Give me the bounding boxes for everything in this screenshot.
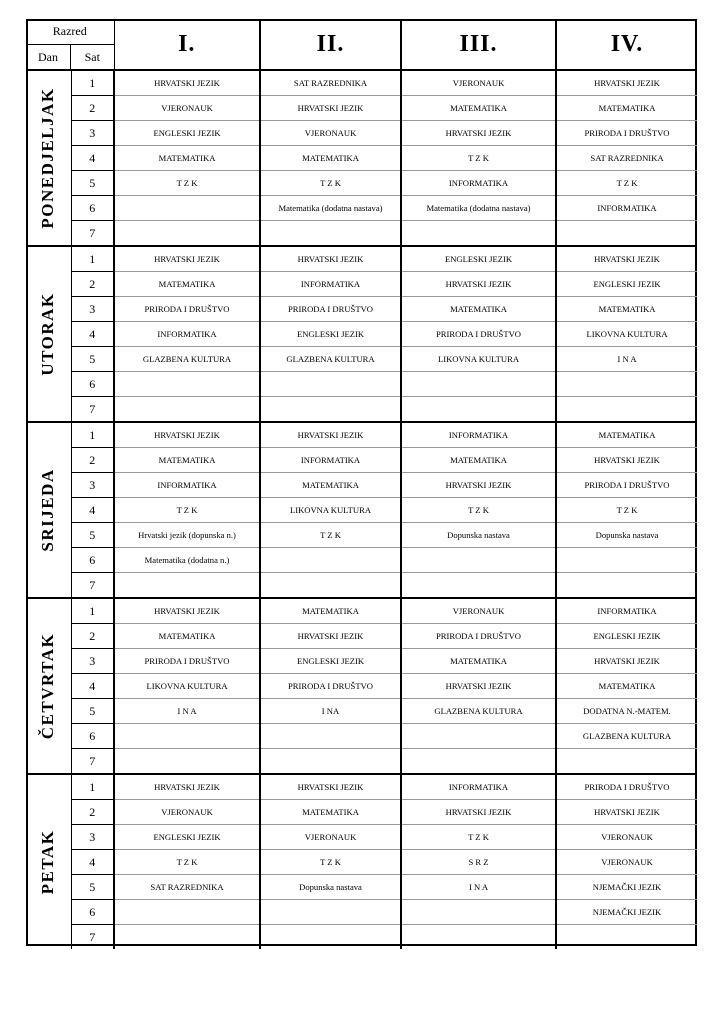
period-number: 2 <box>71 800 114 825</box>
subject-cell: SAT RAZREDNIKA <box>556 146 697 171</box>
period-number: 3 <box>71 121 114 146</box>
subject-cell <box>260 749 401 775</box>
subject-cell: MATEMATIKA <box>556 297 697 322</box>
subject-cell <box>260 573 401 599</box>
subject-cell: VJERONAUK <box>114 800 260 825</box>
subject-cell: VJERONAUK <box>556 825 697 850</box>
subject-cell: T Z K <box>556 498 697 523</box>
subject-cell <box>556 925 697 950</box>
subject-cell: INFORMATIKA <box>556 598 697 624</box>
subject-cell: ENGLESKI JEZIK <box>401 246 556 272</box>
subject-cell: T Z K <box>401 146 556 171</box>
period-row <box>26 322 697 347</box>
period-number: 6 <box>71 548 114 573</box>
period-number: 2 <box>71 272 114 297</box>
subject-cell: I N A <box>401 875 556 900</box>
subject-cell: MATEMATIKA <box>401 297 556 322</box>
subject-cell: Dopunska nastava <box>556 523 697 548</box>
subject-cell: GLAZBENA KULTURA <box>260 347 401 372</box>
period-number: 2 <box>71 624 114 649</box>
subject-cell: LIKOVNA KULTURA <box>401 347 556 372</box>
subject-cell: SAT RAZREDNIKA <box>260 70 401 96</box>
subject-cell: MATEMATIKA <box>556 422 697 448</box>
subject-cell: MATEMATIKA <box>114 272 260 297</box>
subject-cell: Hrvatski jezik (dopunska n.) <box>114 523 260 548</box>
period-row <box>26 422 697 448</box>
header-row <box>26 19 697 70</box>
subject-cell <box>556 573 697 599</box>
subject-cell: INFORMATIKA <box>114 473 260 498</box>
period-number: 5 <box>71 875 114 900</box>
subject-cell: NJEMAČKI JEZIK <box>556 875 697 900</box>
subject-cell: INFORMATIKA <box>114 322 260 347</box>
subject-cell: HRVATSKI JEZIK <box>114 70 260 96</box>
period-row <box>26 850 697 875</box>
subject-cell <box>556 397 697 423</box>
period-number: 3 <box>71 297 114 322</box>
subject-cell <box>114 397 260 423</box>
subject-cell: ENGLESKI JEZIK <box>556 272 697 297</box>
day-cell <box>26 774 71 949</box>
subject-cell <box>556 372 697 397</box>
subject-cell: Dopunska nastava <box>401 523 556 548</box>
subject-cell: PRIRODA I DRUŠTVO <box>114 297 260 322</box>
subject-cell: MATEMATIKA <box>260 146 401 171</box>
period-number: 1 <box>71 774 114 800</box>
subject-cell <box>556 548 697 573</box>
subject-cell: SAT RAZREDNIKA <box>114 875 260 900</box>
period-row <box>26 825 697 850</box>
subject-cell: T Z K <box>556 171 697 196</box>
period-number: 5 <box>71 347 114 372</box>
subject-cell: HRVATSKI JEZIK <box>260 422 401 448</box>
subject-cell: HRVATSKI JEZIK <box>401 272 556 297</box>
subject-cell <box>260 372 401 397</box>
subject-cell: GLAZBENA KULTURA <box>401 699 556 724</box>
day-name: PETAK <box>38 829 58 895</box>
period-number: 1 <box>71 246 114 272</box>
subject-cell: T Z K <box>260 171 401 196</box>
period-row <box>26 598 697 624</box>
day-name: SRIJEDA <box>38 468 58 552</box>
subject-cell: I N A <box>114 699 260 724</box>
period-row <box>26 699 697 724</box>
subject-cell <box>556 221 697 247</box>
period-number: 1 <box>71 422 114 448</box>
period-number: 4 <box>71 146 114 171</box>
period-number: 4 <box>71 322 114 347</box>
period-row <box>26 800 697 825</box>
subject-cell: HRVATSKI JEZIK <box>401 473 556 498</box>
subject-cell <box>114 749 260 775</box>
corner-header <box>26 19 114 70</box>
period-row <box>26 171 697 196</box>
day-name: ČETVRTAK <box>38 632 58 740</box>
subject-cell: HRVATSKI JEZIK <box>556 649 697 674</box>
period-number: 7 <box>71 925 114 950</box>
subject-cell: VJERONAUK <box>114 96 260 121</box>
period-number: 4 <box>71 674 114 699</box>
period-row <box>26 121 697 146</box>
subject-cell: T Z K <box>401 498 556 523</box>
subject-cell <box>114 573 260 599</box>
subject-cell <box>260 925 401 950</box>
period-number: 7 <box>71 749 114 775</box>
period-number: 3 <box>71 473 114 498</box>
subject-cell <box>114 196 260 221</box>
period-number: 5 <box>71 523 114 548</box>
grade-header-3: III. <box>401 19 556 70</box>
razred-label: Razred <box>26 19 114 45</box>
subject-cell <box>260 221 401 247</box>
subject-cell: ENGLESKI JEZIK <box>114 825 260 850</box>
subject-cell: HRVATSKI JEZIK <box>556 70 697 96</box>
period-number: 7 <box>71 221 114 247</box>
subject-cell: I N A <box>556 347 697 372</box>
period-row <box>26 523 697 548</box>
subject-cell: PRIRODA I DRUŠTVO <box>401 624 556 649</box>
subject-cell: INFORMATIKA <box>401 171 556 196</box>
period-number: 6 <box>71 372 114 397</box>
subject-cell <box>401 372 556 397</box>
subject-cell: LIKOVNA KULTURA <box>260 498 401 523</box>
period-row <box>26 196 697 221</box>
period-number: 7 <box>71 397 114 423</box>
subject-cell: MATEMATIKA <box>556 96 697 121</box>
period-row <box>26 221 697 247</box>
period-row <box>26 70 697 96</box>
period-row <box>26 900 697 925</box>
subject-cell <box>401 724 556 749</box>
subject-cell: INFORMATIKA <box>260 272 401 297</box>
subject-cell: MATEMATIKA <box>556 674 697 699</box>
subject-cell: HRVATSKI JEZIK <box>260 96 401 121</box>
day-cell <box>26 70 71 246</box>
subject-cell: T Z K <box>260 523 401 548</box>
period-row <box>26 473 697 498</box>
subject-cell: HRVATSKI JEZIK <box>260 246 401 272</box>
day-name: UTORAK <box>38 292 58 376</box>
subject-cell: T Z K <box>260 850 401 875</box>
subject-cell: DODATNA N.-MATEM. <box>556 699 697 724</box>
subject-cell: S R Z <box>401 850 556 875</box>
period-number: 4 <box>71 850 114 875</box>
subject-cell: GLAZBENA KULTURA <box>556 724 697 749</box>
subject-cell <box>401 749 556 775</box>
subject-cell: MATEMATIKA <box>260 800 401 825</box>
day-cell <box>26 246 71 422</box>
subject-cell: MATEMATIKA <box>401 96 556 121</box>
subject-cell: HRVATSKI JEZIK <box>260 774 401 800</box>
subject-cell: HRVATSKI JEZIK <box>401 674 556 699</box>
period-number: 5 <box>71 699 114 724</box>
day-name: PONEDJELJAK <box>38 87 58 229</box>
subject-cell <box>114 372 260 397</box>
subject-cell: MATEMATIKA <box>260 598 401 624</box>
subject-cell <box>401 573 556 599</box>
subject-cell: Matematika (dodatna nastava) <box>401 196 556 221</box>
period-number: 2 <box>71 96 114 121</box>
period-row <box>26 624 697 649</box>
period-row <box>26 548 697 573</box>
subject-cell: ENGLESKI JEZIK <box>260 649 401 674</box>
subject-cell: HRVATSKI JEZIK <box>114 246 260 272</box>
subject-cell: T Z K <box>401 825 556 850</box>
subject-cell: MATEMATIKA <box>401 649 556 674</box>
subject-cell: VJERONAUK <box>401 70 556 96</box>
subject-cell: VJERONAUK <box>260 121 401 146</box>
period-row <box>26 925 697 950</box>
grade-header-4: IV. <box>556 19 697 70</box>
period-number: 6 <box>71 724 114 749</box>
subject-cell: HRVATSKI JEZIK <box>401 800 556 825</box>
subject-cell <box>260 397 401 423</box>
period-number: 7 <box>71 573 114 599</box>
period-number: 5 <box>71 171 114 196</box>
subject-cell: MATEMATIKA <box>401 448 556 473</box>
subject-cell: PRIRODA I DRUŠTVO <box>556 121 697 146</box>
subject-cell: VJERONAUK <box>556 850 697 875</box>
period-row <box>26 448 697 473</box>
period-row <box>26 774 697 800</box>
period-row <box>26 297 697 322</box>
period-row <box>26 272 697 297</box>
period-row <box>26 347 697 372</box>
subject-cell: LIKOVNA KULTURA <box>556 322 697 347</box>
period-row <box>26 724 697 749</box>
period-number: 6 <box>71 196 114 221</box>
timetable-sheet <box>26 19 697 946</box>
period-number: 1 <box>71 70 114 96</box>
subject-cell: LIKOVNA KULTURA <box>114 674 260 699</box>
subject-cell: HRVATSKI JEZIK <box>114 598 260 624</box>
period-number: 2 <box>71 448 114 473</box>
period-number: 3 <box>71 649 114 674</box>
subject-cell: T Z K <box>114 850 260 875</box>
subject-cell: VJERONAUK <box>401 598 556 624</box>
subject-cell <box>114 221 260 247</box>
subject-cell: Matematika (dodatna nastava) <box>260 196 401 221</box>
subject-cell <box>401 548 556 573</box>
subject-cell: PRIRODA I DRUŠTVO <box>260 297 401 322</box>
subject-cell: NJEMAČKI JEZIK <box>556 900 697 925</box>
subject-cell: MATEMATIKA <box>114 146 260 171</box>
subject-cell: HRVATSKI JEZIK <box>556 448 697 473</box>
subject-cell: HRVATSKI JEZIK <box>260 624 401 649</box>
subject-cell: Dopunska nastava <box>260 875 401 900</box>
subject-cell <box>401 925 556 950</box>
timetable <box>26 19 697 949</box>
period-row <box>26 498 697 523</box>
subject-cell: PRIRODA I DRUŠTVO <box>556 774 697 800</box>
subject-cell <box>114 925 260 950</box>
subject-cell: HRVATSKI JEZIK <box>114 774 260 800</box>
grade-header-1: I. <box>114 19 260 70</box>
subject-cell <box>401 221 556 247</box>
period-row <box>26 397 697 423</box>
subject-cell: I NA <box>260 699 401 724</box>
subject-cell: VJERONAUK <box>260 825 401 850</box>
subject-cell: INFORMATIKA <box>556 196 697 221</box>
period-row <box>26 246 697 272</box>
dan-label: Dan <box>26 45 71 69</box>
subject-cell: INFORMATIKA <box>401 422 556 448</box>
subject-cell: PRIRODA I DRUŠTVO <box>556 473 697 498</box>
subject-cell: ENGLESKI JEZIK <box>114 121 260 146</box>
subject-cell <box>260 724 401 749</box>
subject-cell: T Z K <box>114 498 260 523</box>
subject-cell: PRIRODA I DRUŠTVO <box>401 322 556 347</box>
subject-cell: HRVATSKI JEZIK <box>114 422 260 448</box>
subject-cell: ENGLESKI JEZIK <box>260 322 401 347</box>
period-row <box>26 96 697 121</box>
period-number: 6 <box>71 900 114 925</box>
subject-cell <box>260 900 401 925</box>
sat-label: Sat <box>84 50 100 64</box>
period-row <box>26 749 697 775</box>
subject-cell: MATEMATIKA <box>114 624 260 649</box>
day-cell <box>26 598 71 774</box>
period-row <box>26 372 697 397</box>
subject-cell: HRVATSKI JEZIK <box>401 121 556 146</box>
subject-cell: GLAZBENA KULTURA <box>114 347 260 372</box>
period-row <box>26 649 697 674</box>
subject-cell: Matematika (dodatna n.) <box>114 548 260 573</box>
subject-cell: HRVATSKI JEZIK <box>556 800 697 825</box>
subject-cell: ENGLESKI JEZIK <box>556 624 697 649</box>
subject-cell <box>556 749 697 775</box>
period-row <box>26 875 697 900</box>
subject-cell <box>114 900 260 925</box>
subject-cell <box>114 724 260 749</box>
grade-header-2: II. <box>260 19 401 70</box>
subject-cell <box>401 397 556 423</box>
day-cell <box>26 422 71 598</box>
subject-cell: PRIRODA I DRUŠTVO <box>260 674 401 699</box>
period-number: 3 <box>71 825 114 850</box>
subject-cell <box>401 900 556 925</box>
period-row <box>26 146 697 171</box>
period-row <box>26 573 697 599</box>
subject-cell: MATEMATIKA <box>114 448 260 473</box>
subject-cell: INFORMATIKA <box>260 448 401 473</box>
subject-cell: PRIRODA I DRUŠTVO <box>114 649 260 674</box>
subject-cell <box>260 548 401 573</box>
subject-cell: MATEMATIKA <box>260 473 401 498</box>
subject-cell: T Z K <box>114 171 260 196</box>
period-number: 4 <box>71 498 114 523</box>
subject-cell: INFORMATIKA <box>401 774 556 800</box>
period-number: 1 <box>71 598 114 624</box>
period-row <box>26 674 697 699</box>
subject-cell: HRVATSKI JEZIK <box>556 246 697 272</box>
